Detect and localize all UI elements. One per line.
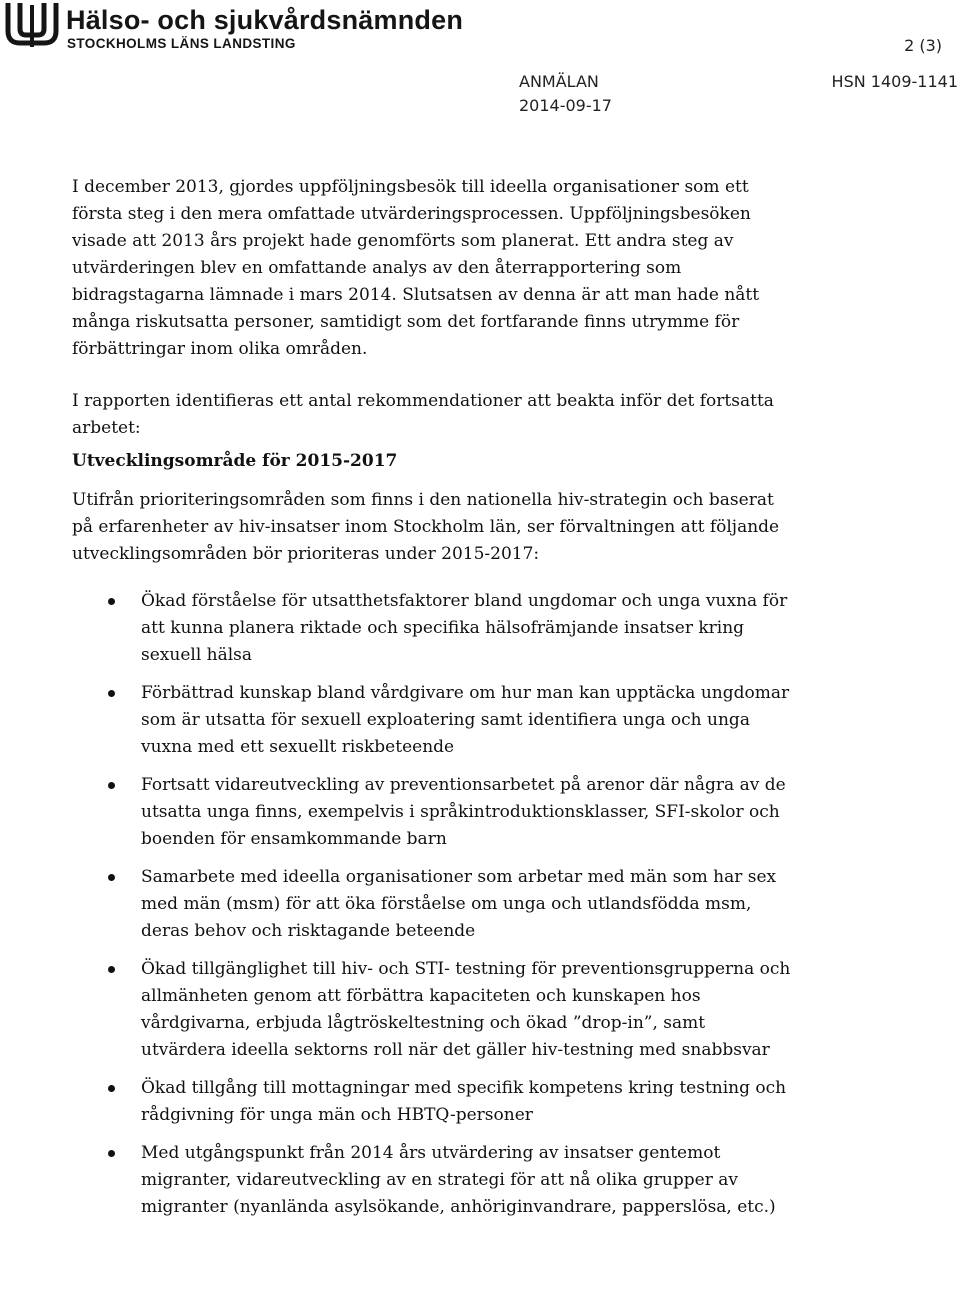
- list-item: [72, 864, 792, 945]
- bullet-icon: [108, 598, 115, 605]
- list-item-text: Ökad tillgänglighet till hiv- och STI- testning för preventionsgrupperna och allmänheten genom att förbättra kapaciteten och kunskapen hos vårdgivarna, erbjuda lågtröskeltestning och ökad ”drop-in”, samt utvärdera ideella sektorns roll när det gäller hiv-testning med snabbsvar: [141, 959, 791, 1060]
- list-item-text: Samarbete med ideella organisationer som arbetar med män som har sex med män (msm) för att öka förståelse om unga och utlandsfödda msm, deras behov och risktagande beteende: [141, 867, 777, 941]
- bullet-icon: [108, 1085, 115, 1092]
- document-type: ANMÄLAN: [519, 72, 599, 91]
- list-item-text: Ökad tillgång till mottagningar med specifik kompetens kring testning och rådgivning för unga män och HBTQ-personer: [141, 1078, 787, 1125]
- list-item-text: Förbättrad kunskap bland vårdgivare om hur man kan upptäcka ungdomar som är utsatta för sexuell exploatering samt identifiera unga och unga vuxna med ett sexuellt riskbeteende: [141, 683, 790, 757]
- bullet-icon: [108, 1150, 115, 1157]
- list-item-text: Ökad förståelse för utsatthetsfaktorer bland ungdomar och unga vuxna för att kunna planera riktade och specifika hälsofrämjande insatser kring sexuell hälsa: [141, 591, 788, 665]
- organization-name: Hälso- och sjukvårdsnämnden: [66, 5, 464, 35]
- list-item-text: Fortsatt vidareutveckling av preventionsarbetet på arenor där några av de utsatta unga finns, exempelvis i språkintroduktionsklasser, SFI-skolor och boenden för ensamkommande barn: [141, 775, 786, 849]
- page-header: [0, 0, 960, 130]
- list-item: [72, 588, 792, 669]
- sll-logo-icon: [4, 3, 60, 49]
- list-item: [72, 956, 792, 1064]
- list-item-text: Med utgångspunkt från 2014 års utvärdering av insatser gentemot migranter, vidareutveckling av en strategi för att nå olika grupper av migranter (nyanlända asylsökande, anhöriginvandrare, papperslösa, etc.): [141, 1143, 776, 1217]
- list-item: [72, 680, 792, 761]
- list-item: [72, 1075, 792, 1129]
- list-item: [72, 1140, 792, 1221]
- document-date: 2014-09-17: [519, 96, 612, 115]
- body-paragraph-1: I december 2013, gjordes uppföljningsbesök till ideella organisationer som ett första steg i den mera omfattade utvärderingsprocessen. Uppföljningsbesöken visade att 2013 års projekt hade genomförts som planerat. Ett andra steg av utvärderingen blev en omfattande analys av den återrapportering som bidragstagarna lämnade i mars 2014. Slutsatsen av denna är att man hade nått många riskutsatta personer, samtidigt som det fortfarande finns utrymme för förbättringar inom olika områden.: [72, 177, 760, 359]
- organization-subtitle: STOCKHOLMS LÄNS LANDSTING: [67, 36, 296, 51]
- document-body: [72, 174, 792, 1232]
- list-item: [72, 772, 792, 853]
- bullet-icon: [108, 966, 115, 973]
- bullet-icon: [108, 690, 115, 697]
- bullet-icon: [108, 782, 115, 789]
- body-paragraph-3: Utifrån prioriteringsområden som finns i den nationella hiv-strategin och baserat på erfarenheter av hiv-insatser inom Stockholm län, ser förvaltningen att följande utvecklingsområden bör prioriteras under 2015-2017:: [72, 490, 780, 564]
- page-number: 2 (3): [904, 36, 942, 55]
- body-paragraph-2: I rapporten identifieras ett antal rekommendationer att beakta inför det fortsatta arbetet:: [72, 391, 774, 438]
- priority-list: [72, 588, 792, 1221]
- section-heading: Utvecklingsområde för 2015-2017: [72, 451, 398, 471]
- document-reference: HSN 1409-1141: [831, 72, 958, 91]
- bullet-icon: [108, 874, 115, 881]
